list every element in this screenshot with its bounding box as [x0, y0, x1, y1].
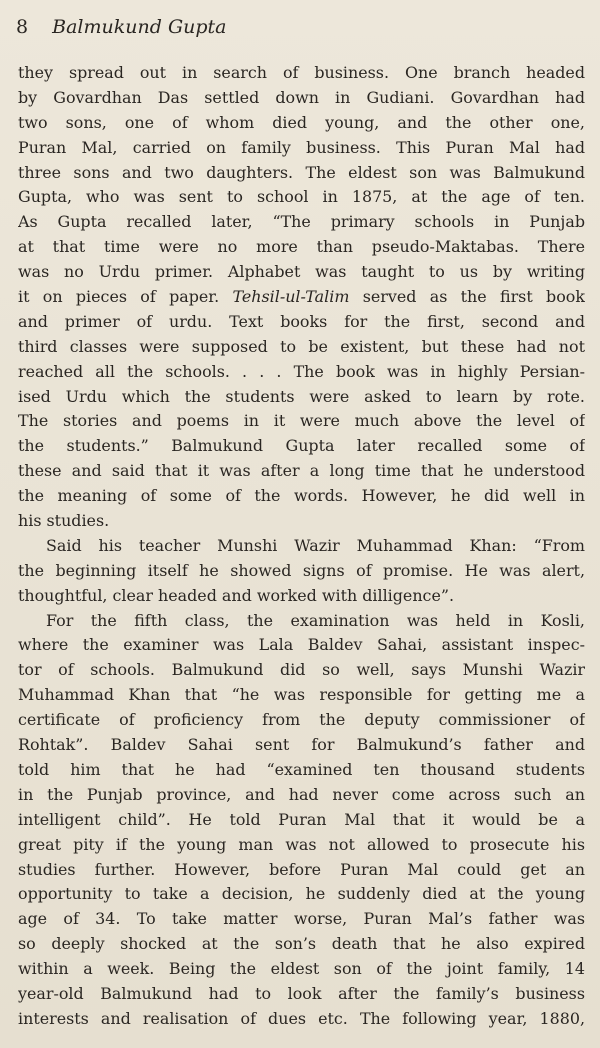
body-text: [18, 61, 585, 1032]
text-line: Muhammad Khan that “he was responsible for getting me a: [18, 685, 585, 705]
text-line: where the examiner was Lala Baldev Sahai, assistant inspec-: [18, 635, 585, 655]
text-line: and primer of urdu. Text books for the first, second and: [18, 311, 585, 331]
text-segment: served as the first book: [362, 287, 585, 307]
text-line: thoughtful, clear headed and worked with dilligence”.: [18, 585, 455, 605]
text-line: within a week. Being the eldest son of the joint family, 14: [18, 959, 585, 979]
text-line: his studies.: [18, 511, 110, 531]
book-title-italic: Tehsil-ul-Talim: [232, 287, 350, 307]
book-title: Balmukund Gupta: [52, 16, 227, 38]
text-line: great pity if the young man was not allowed to prosecute his: [18, 834, 585, 854]
text-line: age of 34. To take matter worse, Puran Mal’s father was: [18, 909, 585, 929]
text-line: ised Urdu which the students were asked to learn by rote.: [18, 386, 585, 406]
running-head: [16, 14, 227, 40]
text-line: Gupta, who was sent to school in 1875, at the age of ten.: [18, 187, 585, 207]
text-line: at that time were no more than pseudo-Maktabas. There: [18, 237, 585, 257]
text-line: studies further. However, before Puran Mal could get an: [18, 859, 585, 879]
text-line: was no Urdu primer. Alphabet was taught to us by writing: [18, 262, 585, 282]
text-line: As Gupta recalled later, “The primary schools in Punjab: [18, 212, 585, 232]
text-line: For the fifth class, the examination was held in Kosli,: [46, 610, 585, 630]
text-line: Rohtak”. Baldev Sahai sent for Balmukund’s father and: [18, 735, 585, 755]
page-number: 8: [16, 16, 29, 38]
text-line: they spread out in search of business. One branch headed: [18, 63, 585, 82]
text-line: two sons, one of whom died young, and the other one,: [18, 112, 585, 132]
text-line: by Govardhan Das settled down in Gudiani. Govardhan had: [18, 87, 585, 107]
text-line: The stories and poems in it were much above the level of: [18, 411, 585, 431]
text-line: the beginning itself he showed signs of promise. He was alert,: [18, 560, 585, 580]
text-line: the meaning of some of the words. However, he did well in: [18, 486, 585, 506]
text-line: Puran Mal, carried on family business. This Puran Mal had: [18, 137, 585, 157]
text-line: third classes were supposed to be existent, but these had not: [18, 336, 585, 356]
text-line: tor of schools. Balmukund did so well, says Munshi Wazir: [18, 660, 585, 680]
text-line: told him that he had “examined ten thousand students: [18, 759, 585, 779]
text-line: three sons and two daughters. The eldest son was Balmukund: [18, 162, 585, 182]
text-line: certificate of proficiency from the deputy commissioner of: [18, 710, 585, 730]
text-line: interests and realisation of dues etc. The following year, 1880,: [18, 1008, 585, 1028]
text-line: reached all the schools. . . . The book was in highly Persian-: [18, 361, 585, 381]
text-line: opportunity to take a decision, he suddenly died at the young: [18, 884, 585, 904]
text-line: [18, 285, 585, 310]
text-line: these and said that it was after a long time that he understood: [18, 461, 585, 481]
text-segment: it on pieces of paper.: [18, 287, 220, 307]
text-line: in the Punjab province, and had never come across such an: [18, 784, 585, 804]
text-line: intelligent child”. He told Puran Mal that it would be a: [18, 809, 585, 829]
text-line: the students.” Balmukund Gupta later recalled some of: [18, 436, 585, 456]
text-line: Said his teacher Munshi Wazir Muhammad Khan: “From: [46, 535, 585, 555]
text-line: so deeply shocked at the son’s death that he also expired: [18, 934, 585, 954]
text-line: year-old Balmukund had to look after the family’s business: [18, 983, 585, 1003]
